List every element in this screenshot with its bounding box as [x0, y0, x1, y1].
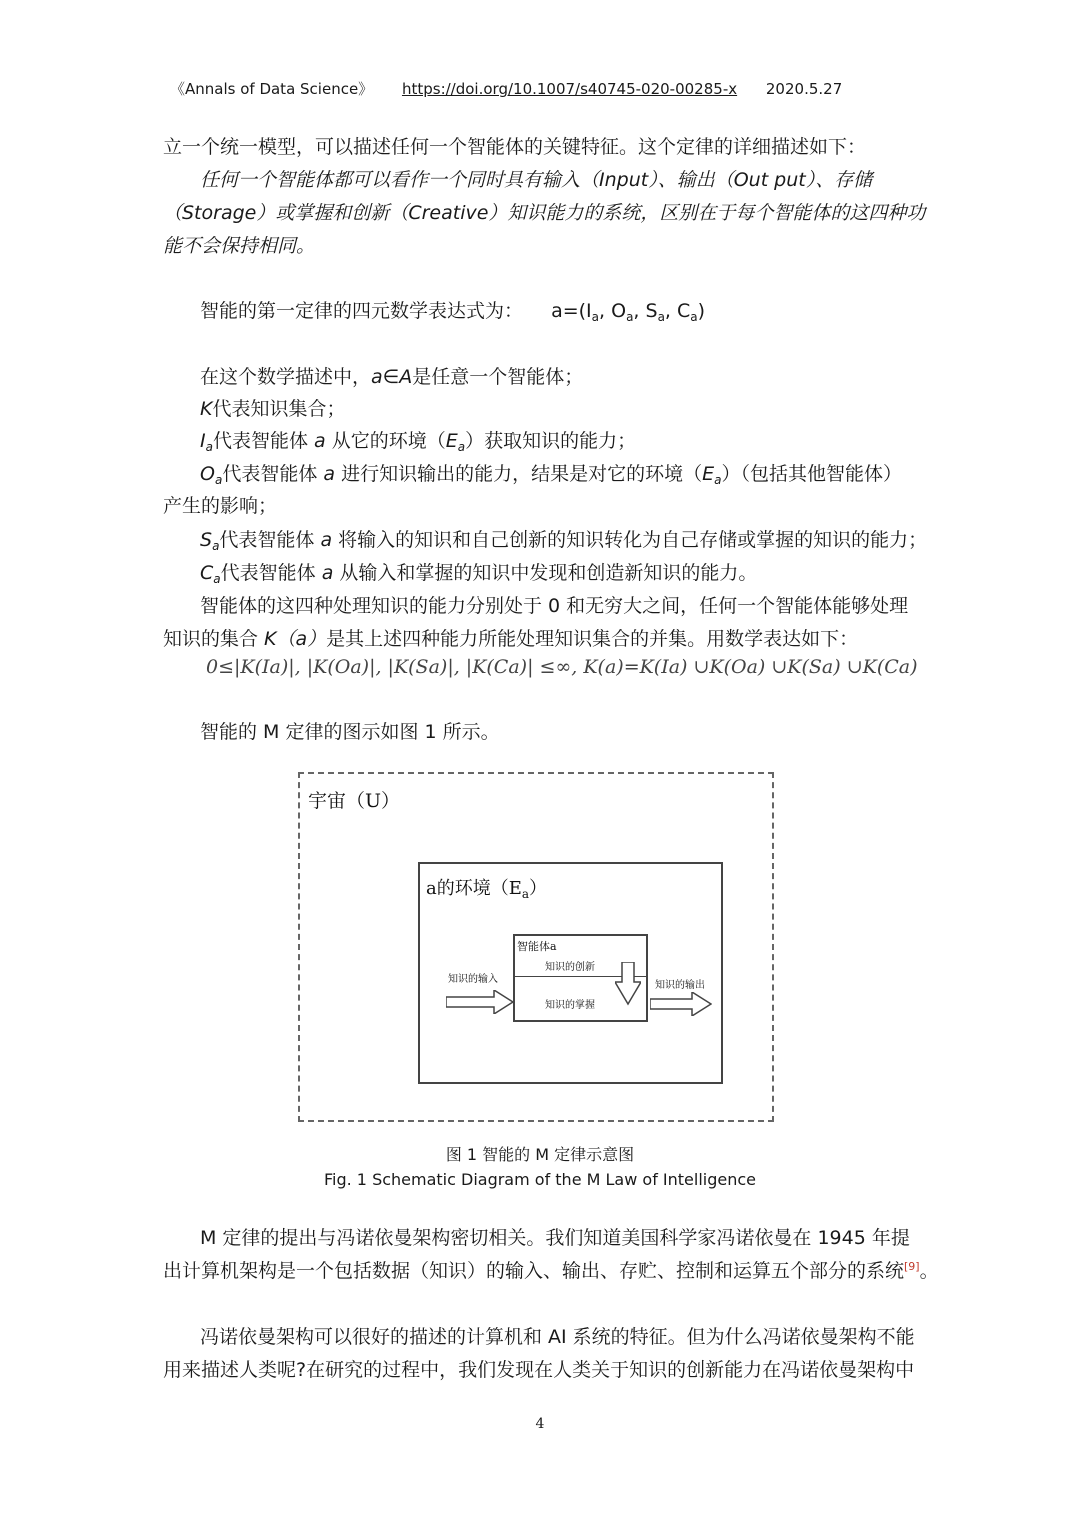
- intro-line-4: 能不会保持相同。: [163, 235, 316, 257]
- intro-line-2: 任何一个智能体都可以看作一个同时具有输入（Input）、输出（Out put）、存储: [200, 169, 873, 191]
- formula-expr: $a=(I_a$, $O_a$, $S_a$, $C_a$): [551, 300, 706, 324]
- figure-caption-en: Fig. 1 Schematic Diagram of the M Law of Intelligence: [323, 1170, 757, 1189]
- para3-line-1: 冯诺依曼架构可以很好的描述的计算机和 AI 系统的特征。但为什么冯诺依曼架构不能: [200, 1326, 915, 1348]
- intro-line-3: （Storage）或掌握和创新（Creative）知识能力的系统，区别在于每个智能体的这四种功: [163, 202, 926, 224]
- environment-box: [418, 862, 723, 1084]
- formula-label: 智能的第一定律的四元数学表达式为：: [200, 300, 524, 322]
- running-header: [170, 78, 866, 99]
- figure-intro: 智能的 M 定律的图示如图 1 所示。: [200, 721, 500, 743]
- def-line-4b: 产生的影响；: [163, 495, 278, 517]
- def-line-7: 智能体的这四种处理知识的能力分别处于 0 和无穷大之间，任何一个智能体能够处理: [200, 595, 909, 617]
- para3-line-2: 用来描述人类呢?在研究的过程中，我们发现在人类关于知识的创新能力在冯诺依曼架构中: [163, 1359, 915, 1381]
- def-line-8: 知识的集合 K（a）是其上述四种能力所能处理知识集合的并集。用数学表达如下：: [163, 628, 859, 650]
- output-label: 知识的输出: [655, 980, 705, 991]
- creation-label: 知识的创新: [545, 962, 595, 973]
- formula-line: [200, 295, 705, 328]
- mastery-label: 知识的掌握: [545, 1000, 595, 1011]
- para2-line-2: 出计算机架构是一个包括数据（知识）的输入、输出、存贮、控制和运算五个部分的系统[9]。: [163, 1260, 939, 1282]
- def-line-6: $C_a$代表智能体 a 从输入和掌握的知识中发现和创造新知识的能力。: [200, 562, 758, 586]
- environment-label: a的环境$(E_a)$: [426, 878, 548, 901]
- def-line-5: $S_a$代表智能体 a 将输入的知识和自己创新的知识转化为自己存储或掌握的知识的能力；: [200, 529, 928, 553]
- header-date: 2020.5.27: [765, 80, 843, 98]
- def-line-4: $O_a$代表智能体 a 进行知识输出的能力，结果是对它的环境$(E_a)$（包括其他智能体）: [200, 463, 902, 487]
- para2-line-1: M 定律的提出与冯诺依曼架构密切相关。我们知道美国科学家冯诺依曼在 1945 年提: [200, 1227, 910, 1249]
- def-line-2: K代表知识集合；: [200, 398, 346, 420]
- intro-line-1: 立一个统一模型，可以描述任何一个智能体的关键特征。这个定律的详细描述如下：: [163, 136, 867, 158]
- output-arrow-icon: [650, 992, 712, 1016]
- doi-link[interactable]: https://doi.org/10.1007/s40745-020-00285-x: [401, 80, 738, 98]
- m-law-diagram: [298, 772, 774, 1122]
- down-arrow-icon: [615, 962, 641, 1006]
- input-label: 知识的输入: [448, 974, 498, 985]
- agent-label: 智能体a: [517, 940, 557, 953]
- agent-box: [513, 934, 648, 1022]
- def-line-3: $I_a$代表智能体 a 从它的环境$(E_a)$获取知识的能力；: [200, 430, 637, 454]
- input-arrow-icon: [446, 990, 514, 1014]
- page-number: 4: [535, 1416, 545, 1432]
- def-line-1: 在这个数学描述中，a∈A是任意一个智能体；: [200, 366, 584, 388]
- journal-name: 《Annals of Data Science》: [170, 80, 374, 98]
- universe-label: 宇宙（U）: [308, 790, 401, 812]
- set-equation: 0≤|K(Ia)|, |K(Oa)|, |K(Sa)|, |K(Ca)| ≤∞, K(a)=K(Ia) ∪K(Oa) ∪K(Sa) ∪K(Ca): [206, 656, 918, 678]
- reference-9[interactable]: [9]: [904, 1260, 920, 1273]
- figure-caption-zh: 图 1 智能的 M 定律示意图: [445, 1145, 635, 1164]
